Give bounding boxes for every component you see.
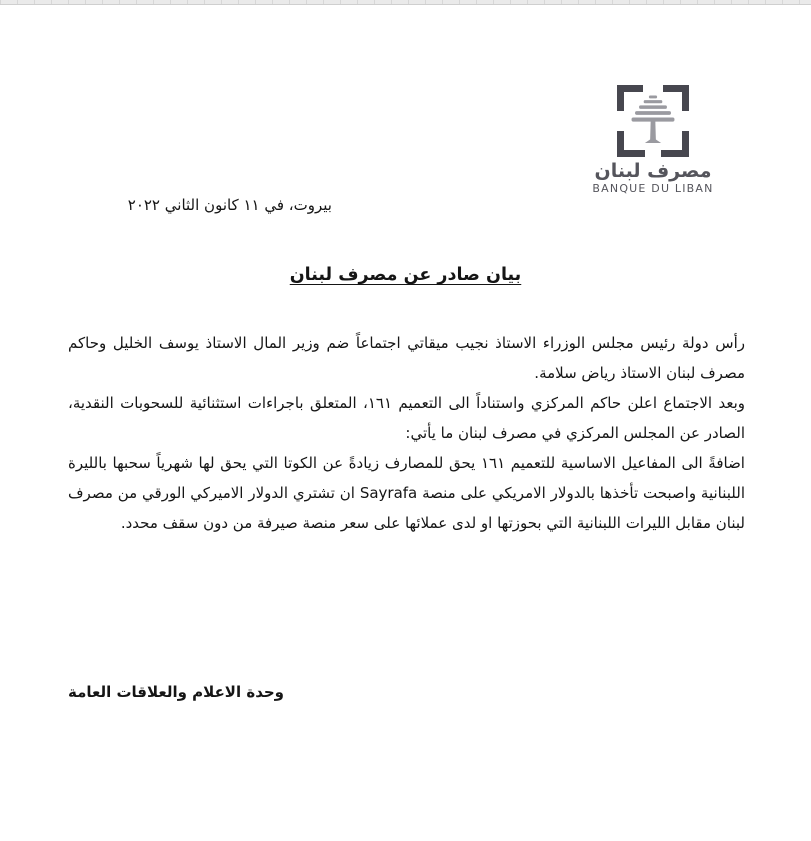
bdl-logo-latin-name: BANQUE DU LIBAN — [592, 182, 714, 195]
cedar-tree-icon — [624, 93, 682, 151]
statement-paragraph: رأس دولة رئيس مجلس الوزراء الاستاذ نجيب ميقاتي اجتماعاً ضم وزير المال الاستاذ يوسف الخليل وحاكم مصرف لبنان الاستاذ رياض سلامة. — [68, 334, 745, 382]
frame-gap — [617, 111, 624, 131]
frame-gap — [643, 85, 663, 92]
statement-body — [68, 328, 745, 538]
bdl-logo — [588, 85, 718, 195]
statement-paragraph: اضافةً الى المفاعيل الاساسية للتعميم ١٦١ يحق للمصارف زيادةً عن الكوتا التي يحق لها شهرياً سحبها بالليرة اللبنانية واصبحت تأخذها بالدولار الامريكي على منصة Sayrafa ان تشتري الدولار الاميركي الورقي من مصرف لبنان مقابل الليرات اللبنانية التي بحوزتها او لدى عملائها على سعر منصة صيرفة من دون سقف محدد. — [68, 454, 745, 532]
date-line: بيروت، في ١١ كانون الثاني ٢٠٢٢ — [127, 196, 332, 214]
signature-unit: وحدة الاعلام والعلاقات العامة — [68, 683, 284, 701]
statement-paragraph: وبعد الاجتماع اعلن حاكم المركزي واستناداً الى التعميم ١٦١، المتعلق باجراءات استثنائية للسحوبات النقدية، الصادر عن المجلس المركزي في مصرف لبنان ما يأتي: — [68, 394, 745, 442]
statement-title: بيان صادر عن مصرف لبنان — [289, 265, 522, 285]
bdl-logo-frame — [617, 85, 689, 157]
frame-gap — [682, 111, 689, 131]
bdl-logo-arabic-name: مصرف لبنان — [594, 160, 712, 182]
top-edge-strip — [0, 0, 811, 5]
